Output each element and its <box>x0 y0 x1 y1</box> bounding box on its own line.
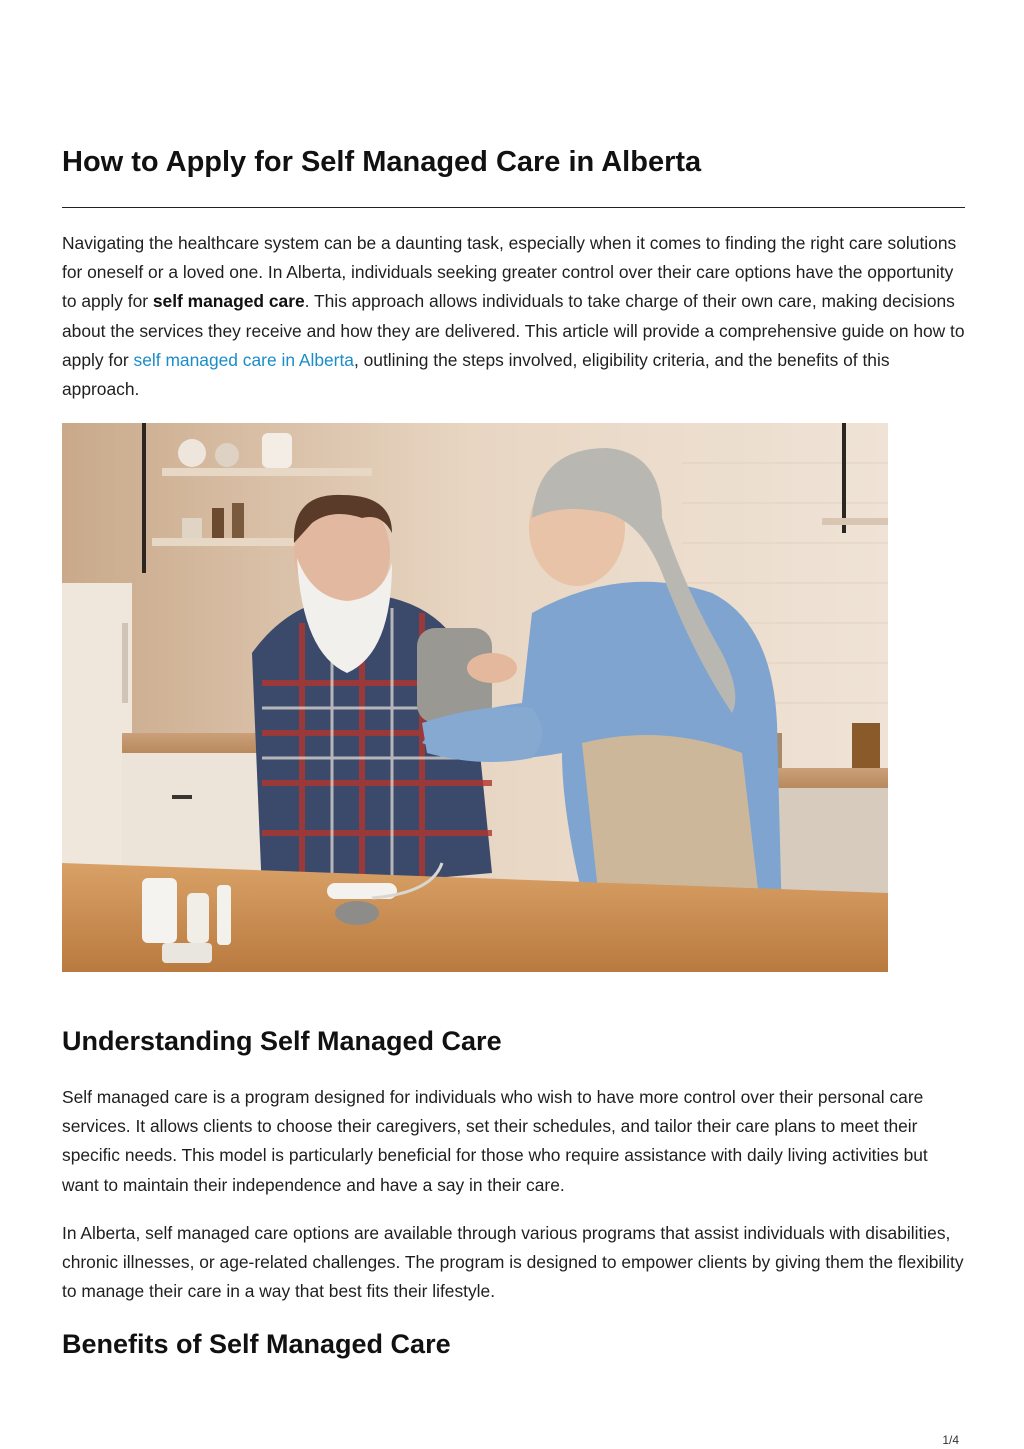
self-managed-care-link[interactable]: self managed care in Alberta <box>133 349 354 370</box>
title-divider <box>62 207 965 208</box>
intro-text-3: , outlining the steps involved, eligibility criteria, and the benefits of this approach. <box>62 349 890 400</box>
intro-text-2: . This approach allows individuals to take charge of their own care, making decisions about the services they receive and how they are delivered. This article will provide a comprehensive guide on how to apply for <box>62 291 965 370</box>
intro-text-1: Navigating the healthcare system can be a daunting task, especially when it comes to finding the right care solutions for oneself or a loved one. In Alberta, individuals seeking greater control over their care options have the opportunity to apply for <box>62 233 957 312</box>
article-title: How to Apply for Self Managed Care in Alberta <box>62 146 702 178</box>
section-heading-understanding: Understanding Self Managed Care <box>62 1026 502 1056</box>
understanding-paragraph-1: Self managed care is a program designed for individuals who wish to have more control over their personal care services. It allows clients to choose their caregivers, set their schedules, and tailor their care plans to meet their specific needs. This model is particularly beneficial for those who require assistance with daily living activities but want to maintain their independence and have a say in their care. <box>62 1087 928 1195</box>
intro-paragraph <box>62 229 965 404</box>
page-number: 1/4 <box>942 1433 959 1447</box>
section-heading-benefits: Benefits of Self Managed Care <box>62 1329 451 1359</box>
caregiver-photo <box>62 423 888 972</box>
understanding-paragraph-2: In Alberta, self managed care options are available through various programs that assist individuals with disabilities, chronic illnesses, or age-related challenges. The program is designed to empower clients by giving them the flexibility to manage their care in a way that best fits their lifestyle. <box>62 1223 964 1302</box>
intro-bold-term: self managed care <box>152 291 305 312</box>
